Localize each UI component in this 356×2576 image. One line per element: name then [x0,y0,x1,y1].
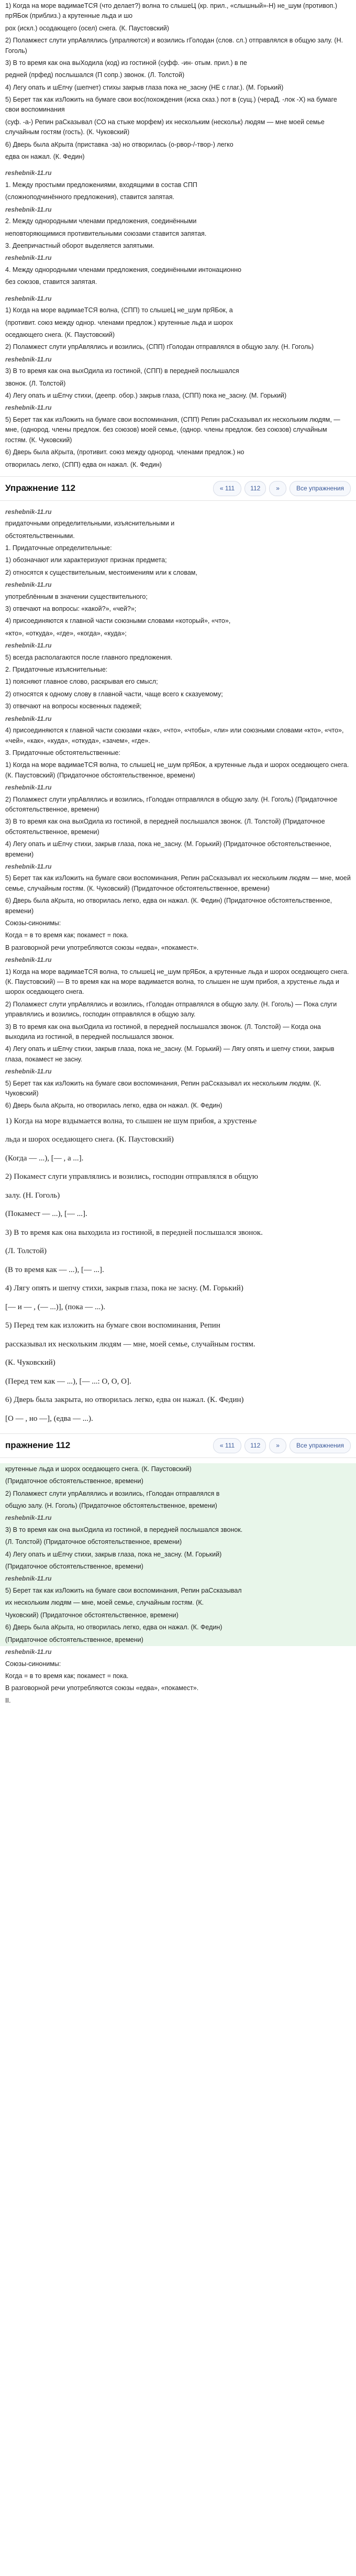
section-clauses [0,506,356,1112]
scheme-line: (В то время как — ...), [— ...]. [5,1265,104,1274]
scheme-line: льда и шорох оседающего снега. (К. Паустовский) [5,1135,174,1144]
text-line: редней (прфед) послышался (П сопр.) звонок. (Л. Толстой) [5,71,185,79]
watermark: reshebnik-11.ru [5,508,52,516]
watermark: reshebnik-11.ru [5,294,52,302]
text-line: 6) Дверь была аКрыта, но отворилась легко, едва он нажал. (К. Федин) [5,1624,222,1631]
watermark: reshebnik-11.ru [5,956,52,964]
all-exercises-button[interactable]: Все упражнения [290,481,351,496]
text-line: 1) поясняют главное слово, раскрывая его смысл; [5,678,158,686]
rule-line: неповторяющимися противительными союзами ставится запятая. [5,229,207,237]
scheme-line: рассказывал их нескольким людям — мне, моей семье, случайным гостям. [5,1340,255,1349]
section-answers [0,1463,356,1646]
rule-line: 2. Между однородными членами предложения, соединёнными [5,217,197,225]
exercise-title: Упражнение 112 [5,483,76,494]
watermark: reshebnik-11.ru [5,205,52,213]
text-line: 2) Поламжест слути упрАвлялись и возились, гГолодан отправлялся в общую залу. (Н. Гоголь) — Пока слуги управлялись и возились, господин отправлялся в общую залу. [5,1000,337,1018]
scheme-line: 2) Покамест слуги управлялись и возились, господин отправлялся в общую [5,1172,258,1181]
text-line: придаточными определительными, изъяснительными и [5,520,175,528]
text-line: 1) Когда на море вадимаеТСЯ волна, (СПП) то слышеЦ не_шум прЯБок, а [5,306,233,314]
text-line: 4) присоединяются к главной части союзами «как», «что», «чтобы», «ли» или союзными словами «кто», «что», «чей», «как», «куда», «откуда», «зачем», «где». [5,727,344,744]
text-line: 3) В то время как она выхОдила из гостиной, в передней послышался звонок. (Л. Толстой) (Придаточное обстоятельственное, времени) [5,818,325,836]
text-line: 1) Когда на море вадимаеТСЯ волна, то слышеЦ не_шум прЯБок, а крутенные льда и шорох оседающего снега. (К. Паустовский) — В то время как на море вадимается волна, то слышен не шум прибоя, а хрустенье льда и шорох оседающего снега. [5,968,349,996]
watermark: reshebnik-11.ru [5,581,52,588]
text-line: 6) Дверь была аКрыта, (противит. союз между однород. членами предлож.) но [5,448,244,456]
text-line: 2) Поламжест слути упрАвлялись (упраляются) и возились гГолодан (слов. сл.) отправлялся в общую залу. (Н. Гоголь) [5,37,343,54]
watermark: reshebnik-11.ru [5,1514,52,1522]
section-rules [0,167,356,288]
watermark: reshebnik-11.ru [5,169,52,177]
scheme-line: 3) В то время как она выходила из гостиной, в передней послышался звонок. [5,1228,263,1237]
scheme-line: 6) Дверь была закрыта, но отворилась легко, едва он нажал. (К. Федин) [5,1396,244,1405]
all-exercises-button[interactable]: Все упражнения [290,1438,351,1453]
current-exercise-button[interactable]: 112 [244,1438,266,1453]
prev-exercise-button[interactable]: « 111 [213,481,241,496]
watermark: reshebnik-11.ru [5,355,52,363]
watermark: reshebnik-11.ru [5,404,52,412]
text-line: 4) Легу опать и шЕпчу стихи, закрыв глаза, пока не_засну. (М. Горький) — Лягу опять и шепчу стихи, закрыв глаза, покамест не засну. [5,1045,335,1063]
text-line: (Придаточное обстоятельственное, времени) [5,1563,143,1571]
text-line: 6) Дверь была аКрыта, но отворилась легко, едва он нажал. (К. Федин) [5,1102,222,1110]
rule-line: (сложноподчинённого предложения), ставится запятая. [5,193,174,201]
scheme-line: залу. (Н. Гоголь) [5,1191,60,1200]
exercise-title: пражнение 112 [5,1440,71,1451]
text-line: обстоятельственными. [5,532,75,540]
text-line: Союзы-синонимы: [5,1660,61,1668]
text-line: крутенные льда и шорох оседающего снега. (К. Паустовский) [5,1465,192,1473]
text-line: их нескольким людям — мне, моей семье, случайным гостям. (К. [5,1599,204,1607]
section-synonyms [0,1646,356,1707]
text-line: 4) Легу опать и шЕпчу (шепчет) стихы закрыв глаза пока не_засну (НЕ с глаг.). (М. Горький) [5,83,284,91]
text-line: 3) В то время как она выхОдила из гостиной, (СПП) в передней послышался [5,367,239,375]
next-exercise-button[interactable]: » [269,1438,286,1453]
text-line: (Придаточное обстоятельственное, времени) [5,1636,143,1643]
text-line: 5) Берет так как изЛожить на бумаге свои воспоминания, Репин раСсказывал [5,1587,242,1595]
exercise-nav [213,1438,351,1453]
text-line: (Л. Толстой) (Придаточное обстоятельственное, времени) [5,1538,182,1546]
watermark: reshebnik-11.ru [5,254,52,262]
text-line: (противит. союз между однор. членами предлож.) крутенные льда и шорох [5,319,233,326]
text-line: Когда = в то время как; покамест = пока. [5,931,129,939]
text-line: (суф. -а-) Репин раСказывал (СО на стыке морфем) их нескольким (нескольк) людям — мне моей семье случайным гостям (гость). (К. Чуковский) [5,118,325,136]
text-line: В разговорной речи употребляются союзы «едва», «покамест». [5,944,199,951]
text-line: 3) В то время как она выхОдила из гостиной, в передней послышался звонок. (Л. Толстой) — Когда она выходила из гостиной, в передней послышался звонок. [5,1023,321,1040]
text-line: 1) Когда на море вадимаеТСЯ волна, то слышеЦ не_шум прЯБок, а крутенные льда и шорох оседающего снега. (К. Паустовский) (Придаточное обстоятельственное, времени) [5,761,349,779]
text-line: 2. Придаточные изъяснительные: [5,666,108,674]
text-line: 1) Когда на море вадимаеТСЯ (что делает?) волна то слышеЦ (кр. прил., «слышный»-Н) не_шум (противоп.) прЯБок (приблиз.) а крутенные льда и шо [5,2,338,20]
text-line: рох (искл.) осодающего (осел) снега. (К. Паустовский) [5,24,169,32]
scheme-line: (К. Чуковский) [5,1358,55,1367]
text-line: 2) Поламжест слути упрАвлялись и возились, гГолодан отправлялся в общую залу. (Н. Гоголь) (Придаточное обстоятельственное, времени) [5,795,338,813]
text-line: 4) Легу опать и шЕпчу стихи, закрыв глаза, пока не_засну. (М. Горький) [5,1550,222,1558]
text-line: 3. Придаточные обстоятельственные: [5,749,120,757]
text-line: 1) обозначают или характеризуют признак предмета; [5,556,167,564]
scheme-line: [O — , но —], (едва — ...). [5,1414,93,1423]
text-line: 5) Берет так как изЛожить на бумаге свои вос(похождения (иска сказ.) пот в (сущ.) (чераД. -лок -Х) на бумаге свои воспоминания [5,96,337,114]
text-line: 2) относятся к одному слову в главной части, чаще всего к сказуемому; [5,690,223,698]
text-line: В разговорной речи употребляются союзы «едва», «покамест». [5,1684,199,1692]
text-line: 3) отвечают на вопросы: «какой?», «чей?»; [5,605,137,612]
text-line: 6) Дверь была аКрыта, но отворилась легко, едва он нажал. (К. Федин) (Придаточное обстоятельственное, времени) [5,897,332,915]
text-line: 2) относятся к существительным, местоимениям или к словам, [5,568,197,576]
scheme-line: 5) Перед тем как изложить на бумаге свои воспоминания, Репин [5,1321,220,1330]
text-line: Союзы-синонимы: [5,919,61,927]
prev-exercise-button[interactable]: « 111 [213,1438,241,1453]
text-line: 5) Берет так как изЛожить на бумаге свои воспоминания, Репин раСсказывал их нескольким людям. (К. Чуковский) [5,1079,321,1098]
scheme-line: (Перед тем как — ...), [— ...: O, O, O]. [5,1377,131,1386]
text-line: (Придаточное обстоятельственное, времени) [5,1477,143,1485]
text-line: II. [5,1696,11,1704]
text-line: едва он нажал. (К. Федин) [5,152,85,160]
watermark: reshebnik-11.ru [5,1648,52,1656]
text-line: 6) Дверь была аКрыта (приставка -за) но отворилась (o-рвор-/-твор-) легко [5,140,233,148]
text-line: 5) Берет так как изЛожить на бумаге свои воспоминания, (СПП) Репин раСсказывал их нескольким людям, — мне, (однород. члены предлож. без союзов) моей семье, (однор. члены предлож. без союзов) случайным гостям. (К. Чуковский) [5,416,340,444]
rule-line: 4. Между однородными членами предложения, соединёнными интонационно [5,266,241,273]
rule-line: 3. Деепричастный оборот выделяется запятыми. [5,242,154,249]
text-line: 3) В то время как она выхОдила из гостиной, в передней послышался звонок. [5,1526,243,1533]
exercise-nav [213,481,351,496]
section-schemes [0,1112,356,1429]
scheme-line: 4) Лягу опять и шепчу стихи, закрыв глаза, пока не засну. (М. Горький) [5,1284,243,1293]
text-line: употреблённым в значении существительного; [5,593,148,600]
text-line: 4) Легу опать и шЕпчу стихи, (деепр. обор.) закрыв глаза, (СПП) пока не_засну. (М. Горький) [5,392,287,400]
watermark: reshebnik-11.ru [5,642,52,650]
scheme-line: 1) Когда на море вздымается волна, то слышен не шум прибоя, а хрустенье [5,1116,257,1125]
text-line: Чуковский) (Придаточное обстоятельственное, времени) [5,1611,179,1619]
rule-line: 1. Между простыми предложениями, входящими в состав СПП [5,181,197,189]
text-line: 2) Поламжест слути упрАвлялись и возились, гГолодан отправлялся в [5,1489,220,1497]
text-line: 5) Берет так как изЛожить на бумаге свои воспоминания, Репин раСсказывал их нескольким людям — мне, моей семье, случайным гостям. (К. Чуковский) (Придаточное обстоятельственное, времени) [5,874,351,892]
current-exercise-button[interactable]: 112 [244,481,266,496]
text-line: 4) присоединяются к главной части союзными словами «который», «что», [5,617,231,625]
text-line: 5) всегда располагаются после главного предложения. [5,653,173,661]
text-line: общую залу. (Н. Гоголь) (Придаточное обстоятельственное, времени) [5,1502,217,1509]
watermark: reshebnik-11.ru [5,715,52,722]
text-line: 2) Поламжест слути упрАвлялись и возились, (СПП) гГолодан отправлялся в общую залу. (Н. Гоголь) [5,343,314,351]
exercise-header [0,1433,356,1458]
section-morphology [0,0,356,163]
text-line: 4) Легу опать и шЕпчу стихи, закрыв глаза, пока не_засну. (М. Горький) (Придаточное обстоятельственное, времени) [5,840,331,858]
watermark: reshebnik-11.ru [5,1068,52,1076]
next-exercise-button[interactable]: » [269,481,286,496]
text-line: отворилась легко, (СПП) едва он нажал. (К. Федин) [5,461,162,468]
watermark: reshebnik-11.ru [5,1575,52,1583]
scheme-line: (Покамест — ...), [— ...]. [5,1210,87,1219]
scheme-line: (Когда — ...), [— , а ...]. [5,1154,84,1163]
text-line: «кто», «откуда», «где», «когда», «куда»; [5,629,127,637]
section-punctuation [0,293,356,471]
watermark: reshebnik-11.ru [5,784,52,792]
watermark: reshebnik-11.ru [5,862,52,870]
scheme-line: (Л. Толстой) [5,1247,47,1256]
exercise-header [0,476,356,501]
text-line: 3) В то время как она выХодила (код) из гостиной (суфф. -ин- отым. прил.) в пе [5,59,247,67]
text-line: Когда = в то время как; покамест = пока. [5,1672,129,1680]
scheme-line: [— и — , (— ...)], (пока — ...). [5,1302,105,1311]
text-line: 1. Придаточные определительные: [5,544,112,552]
rule-line: без союзов, ставится запятая. [5,278,97,286]
text-line: звонок. (Л. Толстой) [5,379,66,387]
text-line: 3) отвечают на вопросы косвенных падежей; [5,703,142,710]
text-line: оседающего снега. (К. Паустовский) [5,331,115,338]
